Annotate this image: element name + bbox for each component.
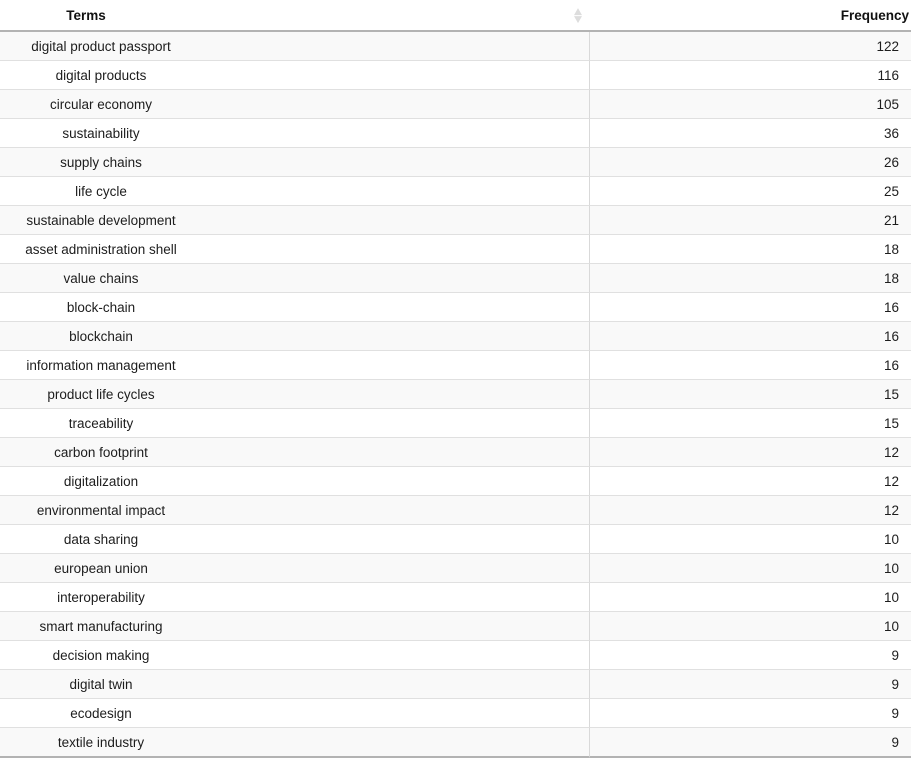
term-cell [0,641,590,670]
frequency-value: 18 [590,235,911,264]
term-cell [0,409,590,438]
term-label: smart manufacturing [39,618,163,634]
table-row [0,699,911,728]
term-label: environmental impact [36,502,166,518]
term-cell [0,496,590,525]
table-row [0,148,911,177]
term-label: circular economy [49,96,153,112]
term-label: ecodesign [70,705,132,721]
column-header-frequency[interactable]: Frequency [590,0,911,32]
frequency-value: 10 [590,612,911,641]
term-cell [0,293,590,322]
table-row [0,438,911,467]
table-row [0,90,911,119]
term-cell [0,699,590,728]
term-cell [0,177,590,206]
term-cell [0,90,590,119]
term-label: interoperability [57,589,145,605]
table-row [0,235,911,264]
frequency-value: 9 [590,699,911,728]
term-label: data sharing [63,531,139,547]
frequency-value: 10 [590,554,911,583]
table-row [0,409,911,438]
term-cell [0,206,590,235]
table-row [0,583,911,612]
table-row [0,119,911,148]
table-row [0,380,911,409]
term-label: digitalization [63,473,139,489]
term-cell [0,612,590,641]
frequency-value: 25 [590,177,911,206]
term-cell [0,670,590,699]
term-label: carbon footprint [54,444,148,460]
table-row [0,293,911,322]
term-label: information management [26,357,176,373]
term-label: european union [54,560,148,576]
table-row [0,61,911,90]
term-label: sustainability [62,125,140,141]
term-cell [0,148,590,177]
frequency-value: 26 [590,148,911,177]
frequency-value: 36 [590,119,911,148]
term-label: value chains [63,270,139,286]
column-header-terms[interactable] [0,0,590,32]
term-cell [0,322,590,351]
frequency-value: 9 [590,728,911,758]
frequency-value: 9 [590,670,911,699]
table-row [0,525,911,554]
frequency-value: 18 [590,264,911,293]
frequency-value: 15 [590,380,911,409]
frequency-value: 16 [590,351,911,380]
term-label: sustainable development [26,212,176,228]
term-cell [0,235,590,264]
frequency-value: 12 [590,496,911,525]
term-cell [0,119,590,148]
frequency-value: 105 [590,90,911,119]
term-cell [0,467,590,496]
table-row [0,612,911,641]
frequency-value: 122 [590,32,911,61]
table-row [0,554,911,583]
terms-header-label: Terms [66,7,106,23]
table-row [0,496,911,525]
term-cell [0,380,590,409]
table-row [0,264,911,293]
table-row [0,206,911,235]
table-body [0,32,911,758]
table-row [0,728,911,758]
table-row [0,177,911,206]
frequency-value: 21 [590,206,911,235]
sort-indicator-icon[interactable] [573,8,582,23]
term-label: digital product passport [31,38,171,54]
frequency-value: 16 [590,293,911,322]
term-cell [0,554,590,583]
term-cell [0,525,590,554]
table-row [0,641,911,670]
term-cell [0,351,590,380]
table-header-row [0,0,911,32]
term-label: product life cycles [47,386,155,402]
term-cell [0,32,590,61]
frequency-value: 9 [590,641,911,670]
table-row [0,351,911,380]
term-cell [0,264,590,293]
frequency-value: 10 [590,583,911,612]
term-label: block-chain [66,299,136,315]
term-label: digital products [55,67,147,83]
frequency-value: 116 [590,61,911,90]
term-label: supply chains [60,154,142,170]
term-cell [0,728,590,758]
term-cell [0,61,590,90]
term-label: traceability [68,415,134,431]
table-row [0,32,911,61]
term-cell [0,583,590,612]
frequency-value: 15 [590,409,911,438]
term-cell [0,438,590,467]
frequency-value: 10 [590,525,911,554]
term-label: blockchain [69,328,133,344]
frequency-value: 12 [590,438,911,467]
term-label: asset administration shell [25,241,177,257]
frequency-value: 16 [590,322,911,351]
table-row [0,322,911,351]
term-label: decision making [52,647,150,663]
frequency-value: 12 [590,467,911,496]
term-label: textile industry [57,734,145,750]
table-row [0,670,911,699]
term-label: life cycle [75,183,127,199]
term-label: digital twin [69,676,133,692]
table-row [0,467,911,496]
